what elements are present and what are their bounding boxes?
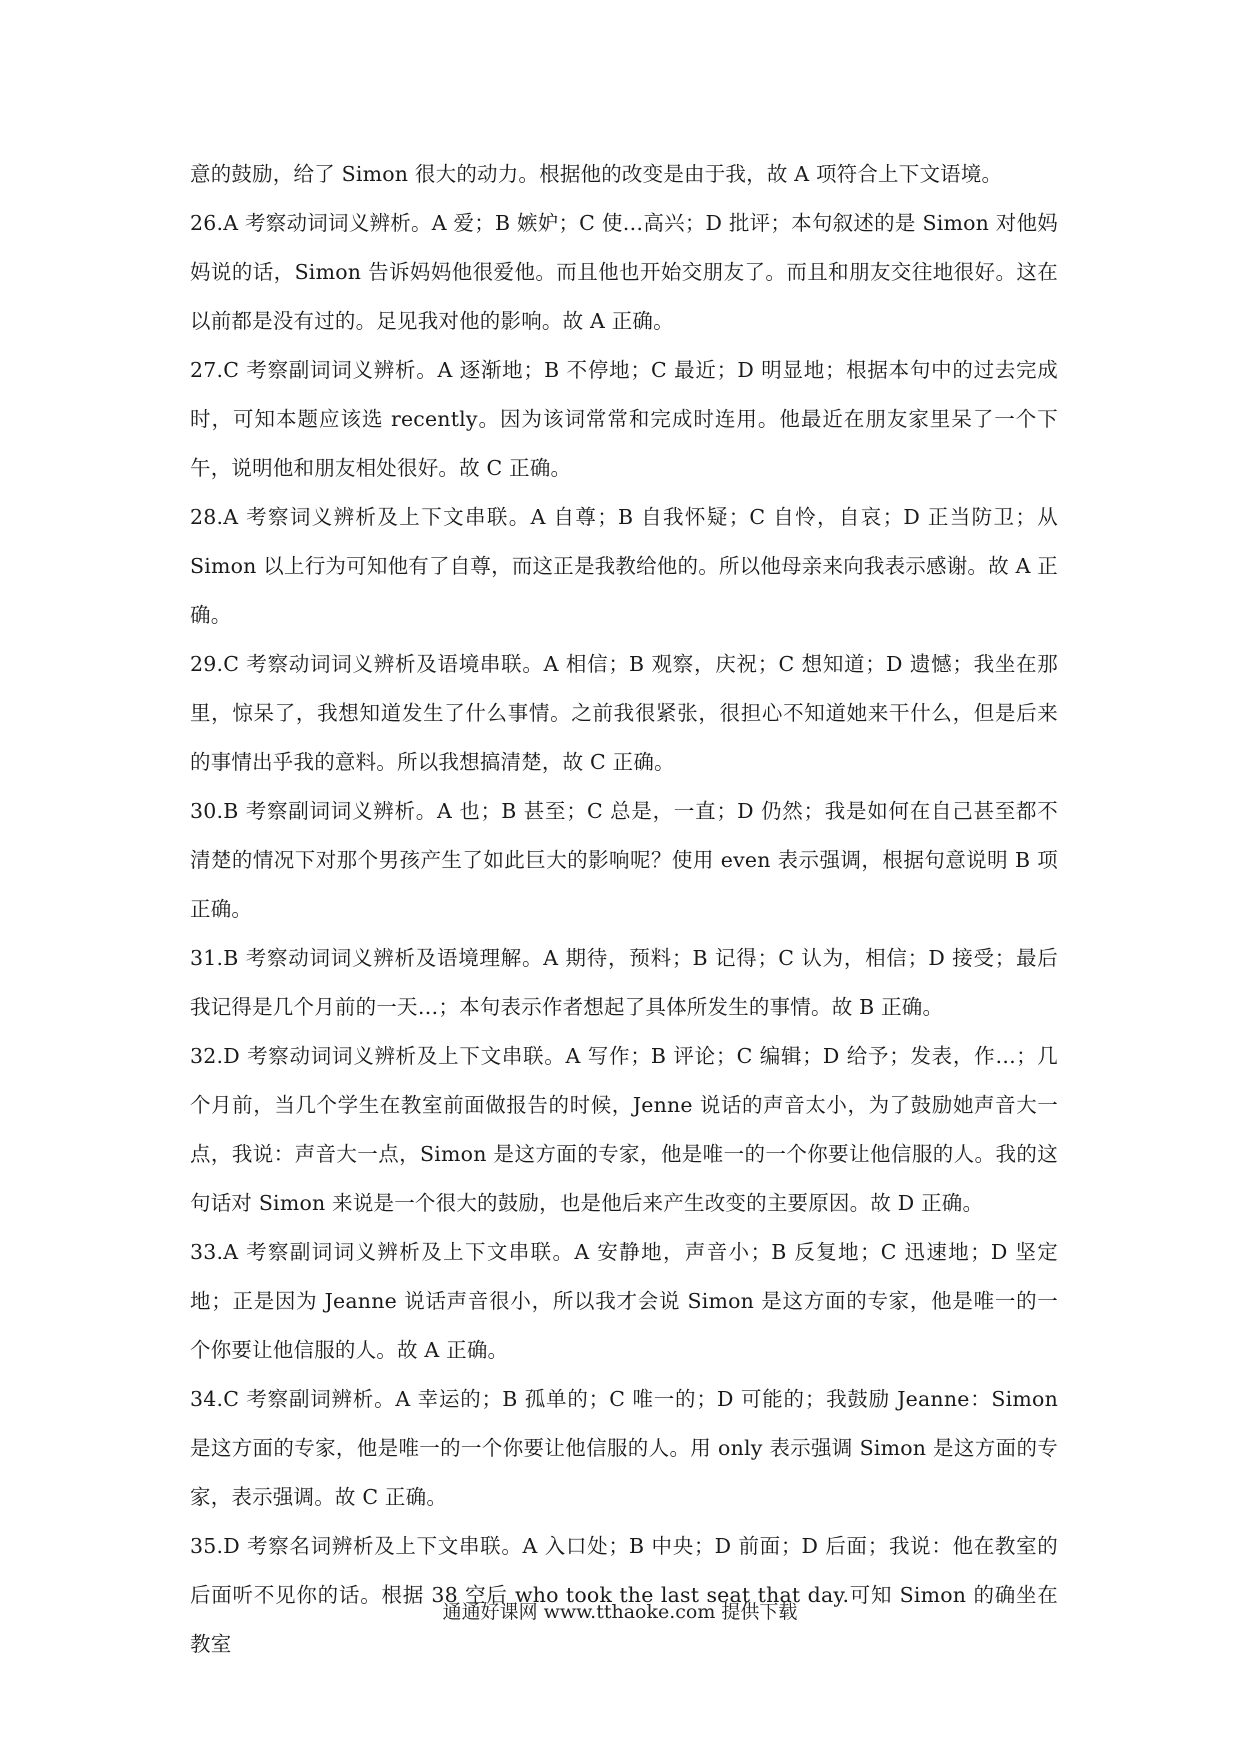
paragraph-q31: 31.B 考察动词词义辨析及语境理解。A 期待，预料；B 记得；C 认为，相信；D 接受；最后我记得是几个月前的一天…；本句表示作者想起了具体所发生的事情。故 B 正确。 [190,946,1058,1019]
paragraph-q26: 26.A 考察动词词义辨析。A 爱；B 嫉妒；C 使…高兴；D 批评；本句叙述的是 Simon 对他妈妈说的话，Simon 告诉妈妈他很爱他。而且他也开始交朋友了。而且和朋友交往地很好。这在以前都是没有过的。足见我对他的影响。故 A 正确。 [190,211,1058,333]
paragraph-continuation: 意的鼓励，给了 Simon 很大的动力。根据他的改变是由于我，故 A 项符合上下文语境。 [190,162,1003,186]
answer-explanations [190,150,1058,1669]
page-footer: 通通好课网 www.tthaoke.com 提供下载 [442,1601,798,1623]
paragraph-q27: 27.C 考察副词词义辨析。A 逐渐地；B 不停地；C 最近；D 明显地；根据本句中的过去完成时，可知本题应该选 recently。因为该词常常和完成时连用。他最近在朋友家里呆了一个下午，说明他和朋友相处很好。故 C 正确。 [190,358,1058,480]
paragraph-q32: 32.D 考察动词词义辨析及上下文串联。A 写作；B 评论；C 编辑；D 给予；发表，作…；几个月前，当几个学生在教室前面做报告的时候，Jenne 说话的声音太小，为了鼓励她声音大一点，我说：声音大一点，Simon 是这方面的专家，他是唯一的一个你要让他信服的人。我的这句话对 Simon 来说是一个很大的鼓励，也是他后来产生改变的主要原因。故 D 正确。 [190,1044,1058,1215]
paragraph-q35: 35.D 考察名词辨析及上下文串联。A 入口处；B 中央；D 前面；D 后面；我说：他在教室的后面听不见你的话。根据 38 空后 who took the last seat that day.可知 Simon 的确坐在教室 [190,1534,1058,1656]
paragraph-q30: 30.B 考察副词词义辨析。A 也；B 甚至；C 总是，一直；D 仍然；我是如何在自己甚至都不清楚的情况下对那个男孩产生了如此巨大的影响呢？使用 even 表示强调，根据句意说明 B 项正确。 [190,799,1058,921]
paragraph-q28: 28.A 考察词义辨析及上下文串联。A 自尊；B 自我怀疑；C 自怜，自哀；D 正当防卫；从 Simon 以上行为可知他有了自尊，而这正是我教给他的。所以他母亲来向我表示感谢。故 A 正确。 [190,505,1058,627]
paragraph-q33: 33.A 考察副词词义辨析及上下文串联。A 安静地，声音小；B 反复地；C 迅速地；D 坚定地；正是因为 Jeanne 说话声音很小，所以我才会说 Simon 是这方面的专家，他是唯一的一个你要让他信服的人。故 A 正确。 [190,1240,1058,1362]
paragraph-q29: 29.C 考察动词词义辨析及语境串联。A 相信；B 观察，庆祝；C 想知道；D 遗憾；我坐在那里，惊呆了，我想知道发生了什么事情。之前我很紧张，很担心不知道她来干什么，但是后来的事情出乎我的意料。所以我想搞清楚，故 C 正确。 [190,652,1058,774]
paragraph-q34: 34.C 考察副词辨析。A 幸运的；B 孤单的；C 唯一的；D 可能的；我鼓励 Jeanne：Simon 是这方面的专家，他是唯一的一个你要让他信服的人。用 only 表示强调 Simon 是这方面的专家，表示强调。故 C 正确。 [190,1387,1058,1509]
